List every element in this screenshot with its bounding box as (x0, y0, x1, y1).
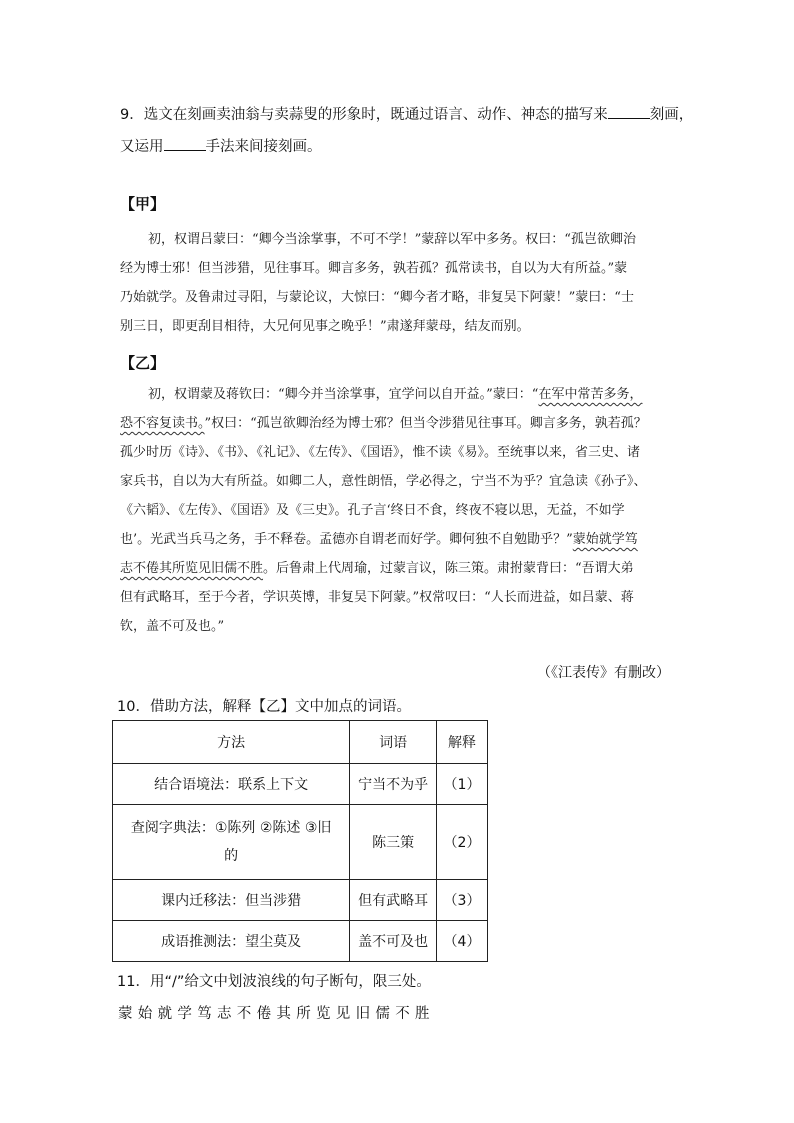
word-cell: 盖不可及也 (350, 921, 437, 962)
method-cell: 结合语境法：联系上下文 (113, 764, 350, 805)
q9-text-a: 9．选文在刻画卖油翁与卖蒜叟的形象时，既通过语言、动作、神态的描写来 (120, 107, 608, 123)
word-cell: 但有武略耳 (350, 880, 437, 921)
passage-yi-line: 钦，盖不可及也。” (120, 619, 225, 634)
question-11-title: 11．用“/”给文中划波浪线的句子断句，限三处。 (117, 974, 431, 990)
table-row (113, 805, 488, 880)
table-row (113, 880, 488, 921)
method-cell: 成语推测法：望尘莫及 (113, 921, 350, 962)
passage-text: ”权曰：“孤岂欲卿治经为博士邪？但当令涉猎见往事耳。卿言多务，孰若孤？ (204, 416, 647, 431)
passage-yi-label: 【乙】 (120, 354, 166, 372)
table-row (113, 764, 488, 805)
answer-cell[interactable]: （3） (437, 880, 488, 921)
answer-cell[interactable]: （4） (437, 921, 488, 962)
table-header: 解释 (437, 721, 488, 764)
passage-yi-line: 孤少时历《诗》、《书》、《礼记》、《左传》、《国语》，惟不读《易》。至统事以来，省三史、诸 (120, 445, 641, 460)
table-header: 词语 (350, 721, 437, 764)
passage-jia (120, 225, 636, 341)
question-9-line-2 (120, 135, 322, 156)
passage-text: 初，权谓蒙及蒋钦曰：“卿今并当涂掌事，宜学问以自开益。”蒙曰：“ (148, 387, 539, 402)
q9-text-b: 刻画， (649, 107, 694, 123)
method-cell (113, 805, 350, 880)
passage-jia-line: 初，权谓吕蒙曰：“卿今当涂掌事，不可不学！”蒙辞以军中多务。权曰：“孤岂欲卿治 (148, 232, 636, 247)
method-line: 查阅字典法：①陈列 ②陈述 ③旧 (130, 820, 332, 836)
wavy-underlined-text: 志不倦其所览见旧儒不胜 (120, 561, 264, 576)
table-header-row (113, 721, 488, 764)
passage-yi (120, 380, 647, 641)
answer-blank[interactable] (608, 106, 650, 119)
passage-source: （《江表传》有删改） (537, 665, 670, 681)
answer-blank[interactable] (164, 138, 206, 151)
passage-yi-line: 但有武略耳，至于今者，学识英博，非复吴下阿蒙。”权常叹曰：“人长而进益，如吕蒙、蒋 (120, 590, 634, 605)
wavy-underlined-text: 在军中常苦多务， (538, 387, 643, 402)
wavy-underlined-text: 恐不容复读书。 (120, 416, 205, 431)
passage-text: 也’。光武当兵马之务，手不释卷。孟德亦自谓老而好学。卿何独不自勉勖乎？” (120, 532, 573, 547)
passage-jia-line: 乃始就学。及鲁肃过寻阳，与蒙论议，大惊曰：“卿今者才略，非复吴下阿蒙！”蒙曰：“士 (120, 290, 634, 305)
q9-text-d: 手法来间接刻画。 (205, 139, 322, 155)
passage-jia-line: 别三日，即更刮目相待，大兄何见事之晚乎！”肃遂拜蒙母，结友而别。 (120, 319, 530, 334)
passage-yi-line: 《六韬》、《左传》、《国语》及《三史》。孔子言‘终日不食，终夜不寝以思，无益，不如学 (120, 503, 625, 518)
passage-yi-line: 家兵书，自以为大有所益。如卿二人，意性朗悟，学必得之，宁当不为乎？宜急读《孙子》、 (120, 474, 647, 489)
table-header: 方法 (113, 721, 350, 764)
question-10-title: 10．借助方法，解释【乙】文中加点的词语。 (117, 699, 411, 715)
question-9-line-1 (120, 103, 693, 124)
table-row (113, 921, 488, 962)
passage-yi-line (120, 380, 647, 409)
word-cell: 宁当不为乎 (350, 764, 437, 805)
method-line: 的 (224, 848, 239, 864)
answer-cell[interactable]: （1） (437, 764, 488, 805)
passage-text: 。后鲁肃上代周瑜，过蒙言议，陈三策。肃拊蒙背曰：“吾谓大弟 (263, 561, 634, 576)
method-cell: 课内迁移法：但当涉猎 (113, 880, 350, 921)
passage-yi-line (120, 525, 647, 554)
word-cell: 陈三策 (350, 805, 437, 880)
passage-jia-label: 【甲】 (120, 195, 166, 213)
method-table (112, 720, 488, 962)
wavy-underlined-text: 蒙始就学笃 (572, 532, 638, 547)
answer-cell[interactable]: （2） (437, 805, 488, 880)
passage-jia-line: 经为博士邪！但当涉猎，见往事耳。卿言多务，孰若孤？孤常读书，自以为大有所益。”蒙 (120, 261, 628, 276)
passage-yi-line (120, 554, 647, 583)
q9-text-c: 又运用 (120, 139, 164, 155)
sentence-to-punctuate[interactable]: 蒙始就学笃志不倦其所览见旧儒不胜 (118, 1006, 435, 1022)
passage-yi-line (120, 409, 647, 438)
